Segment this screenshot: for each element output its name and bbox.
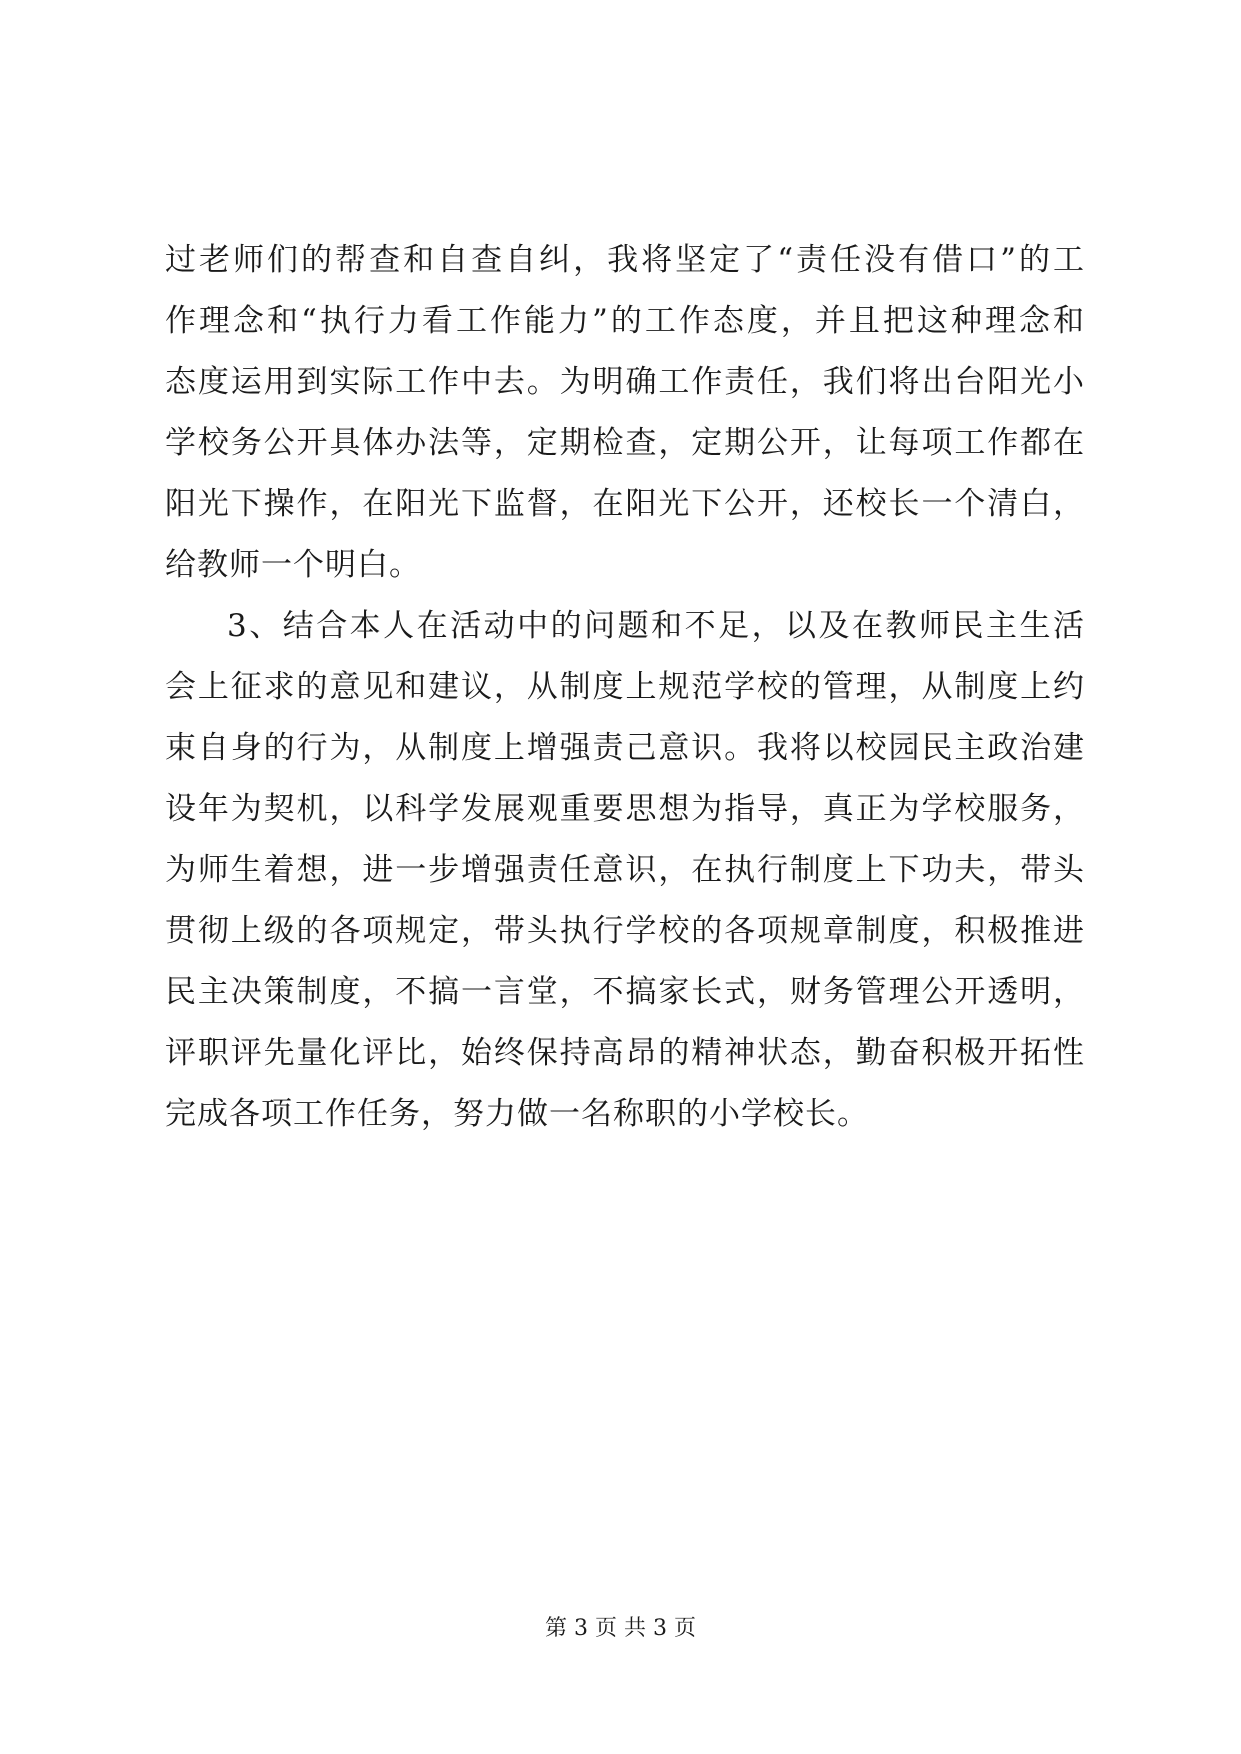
- paragraph-line: 完成各项工作任务，努力做一名称职的小学校长。: [165, 1096, 869, 1132]
- paragraph-1: [165, 230, 1085, 596]
- paragraph-line: 束自身的行为，从制度上增强责己意识。我将以校园民主政治建: [165, 730, 1085, 766]
- paragraph-line: 过老师们的帮查和自查自纠，我将坚定了“责任没有借口”的工: [165, 242, 1085, 278]
- paragraph-line: 作理念和“执行力看工作能力”的工作态度，并且把这种理念和: [165, 303, 1085, 339]
- document-body: [165, 230, 1085, 1145]
- paragraph-line: 为师生着想，进一步增强责任意识，在执行制度上下功夫，带头: [165, 852, 1085, 888]
- paragraph-line: 3、结合本人在活动中的问题和不足，以及在教师民主生活: [227, 608, 1085, 644]
- paragraph-line: 态度运用到实际工作中去。为明确工作责任，我们将出台阳光小: [165, 364, 1085, 400]
- paragraph-line: 设年为契机，以科学发展观重要思想为指导，真正为学校服务，: [165, 791, 1085, 827]
- paragraph-line: 会上征求的意见和建议，从制度上规范学校的管理，从制度上约: [165, 669, 1085, 705]
- paragraph-line: 学校务公开具体办法等，定期检查，定期公开，让每项工作都在: [165, 425, 1085, 461]
- paragraph-line: 阳光下操作，在阳光下监督，在阳光下公开，还校长一个清白，: [165, 486, 1085, 522]
- paragraph-line: 贯彻上级的各项规定，带头执行学校的各项规章制度，积极推进: [165, 913, 1085, 949]
- paragraph-2: [165, 596, 1085, 1145]
- page-number-footer: 第 3 页 共 3 页: [545, 1616, 696, 1641]
- paragraph-line: 给教师一个明白。: [165, 547, 421, 583]
- paragraph-line: 民主决策制度，不搞一言堂，不搞家长式，财务管理公开透明，: [165, 974, 1085, 1010]
- paragraph-line: 评职评先量化评比，始终保持高昂的精神状态，勤奋积极开拓性: [165, 1035, 1085, 1071]
